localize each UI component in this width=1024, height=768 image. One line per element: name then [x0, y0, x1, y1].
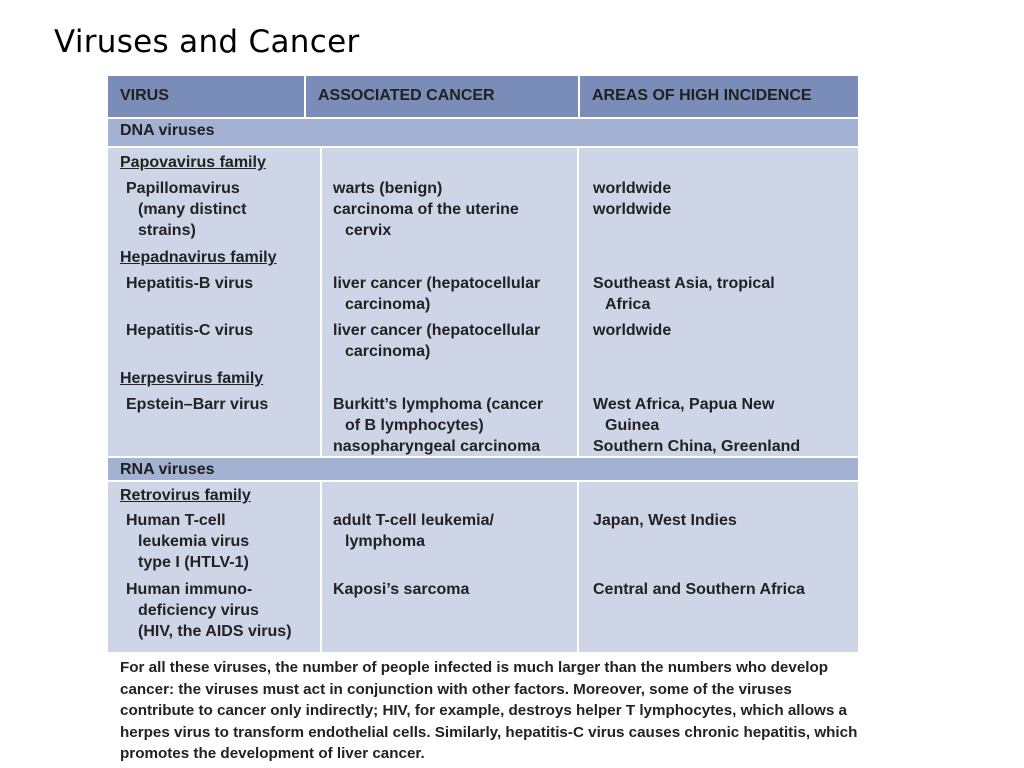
header-associated-cancer: ASSOCIATED CANCER: [304, 76, 578, 117]
virus-hepatitis-b: Hepatitis-B virus: [126, 275, 254, 292]
virus-epstein-barr: Epstein–Barr virus: [126, 396, 269, 413]
header-areas-of-high-incidence: AREAS OF HIGH INCIDENCE: [578, 76, 858, 117]
dna-viruses-body: [108, 146, 858, 456]
family-hepadnavirus: Hepadnavirus family: [120, 249, 277, 266]
cancer-epstein-barr: Burkitt’s lymphoma (cancer of B lymphocytes) nasopharyngeal carcinoma: [333, 396, 544, 455]
cancer-papillomavirus: warts (benign) carcinoma of the uterine cervix: [333, 180, 519, 239]
virus-hiv: Human immuno- deficiency virus (HIV, the AIDS virus): [126, 581, 292, 640]
area-hepatitis-b: Southeast Asia, tropical Africa: [593, 275, 775, 313]
area-epstein-barr: West Africa, Papua New Guinea Southern China, Greenland: [593, 396, 801, 455]
virus-hepatitis-c: Hepatitis-C virus: [126, 322, 254, 339]
header-virus: VIRUS: [120, 87, 169, 104]
virus-papillomavirus: Papillomavirus (many distinct strains): [126, 180, 247, 239]
cancer-hepatitis-b: liver cancer (hepatocellular carcinoma): [333, 275, 541, 313]
section-rna-viruses: RNA viruses: [108, 456, 858, 480]
table-header-row: [108, 76, 858, 119]
cancer-htlv-1: adult T-cell leukemia/ lymphoma: [333, 512, 494, 550]
area-hepatitis-c: worldwide: [593, 322, 672, 339]
table-footnote: For all these viruses, the number of people infected is much larger than the numbers who develop cancer: the viruses must act in conjunction with other factors. Moreover, some of the viruses contribute to cancer only indirectly; HIV, for example, destroys helper T lymphocytes, which allows a herpes virus to transform endothelial cells. Similarly, hepatitis-C virus causes chronic hepatitis, which promotes the development of liver cancer.: [120, 659, 858, 762]
area-htlv-1: Japan, West Indies: [593, 512, 737, 529]
cancer-hepatitis-c: liver cancer (hepatocellular carcinoma): [333, 322, 541, 360]
area-papillomavirus: worldwide worldwide: [593, 180, 672, 218]
slide-title: Viruses and Cancer: [54, 24, 360, 60]
virus-htlv-1: Human T-cell leukemia virus type I (HTLV-1): [126, 512, 250, 571]
section-dna-viruses: DNA viruses: [108, 119, 858, 146]
virus-cancer-table: [108, 76, 858, 652]
family-herpesvirus: Herpesvirus family: [120, 370, 264, 387]
family-retrovirus: Retrovirus family: [120, 487, 251, 504]
family-papovavirus: Papovavirus family: [120, 154, 266, 171]
cancer-hiv: Kaposi’s sarcoma: [333, 581, 470, 598]
area-hiv: Central and Southern Africa: [593, 581, 805, 598]
rna-viruses-body: [108, 480, 858, 652]
